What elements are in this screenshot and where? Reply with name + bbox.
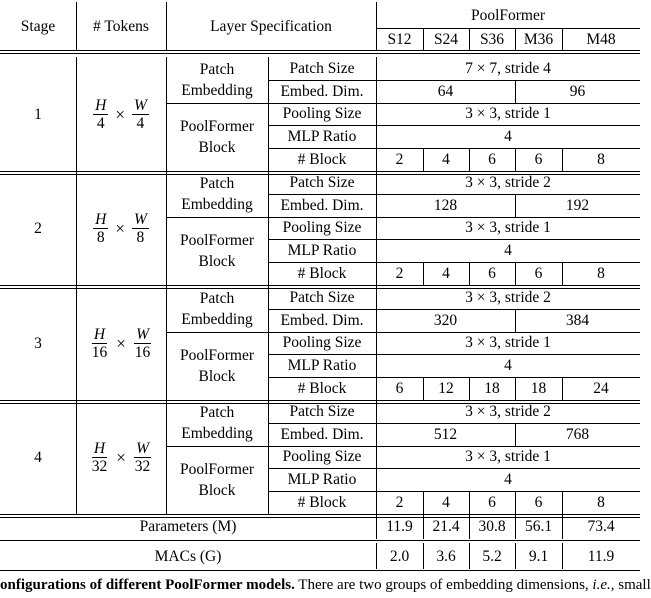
patch-label-line: Embedding [181, 81, 253, 99]
stage-tokens [76, 171, 166, 285]
header-stage: Stage [20, 17, 56, 35]
column-rule [469, 513, 470, 539]
block-split-rule [469, 377, 470, 400]
patch-size-label: Patch Size [289, 402, 355, 420]
embed-dim-medium: 96 [569, 82, 586, 100]
stage-number: 3 [34, 334, 42, 352]
embed-dim-label: Embed. Dim. [280, 425, 364, 443]
pooling-size-value: 3 × 3, stride 1 [465, 105, 551, 123]
token-fraction-h [90, 441, 110, 474]
footer-value: 3.6 [436, 547, 456, 565]
column-rule [76, 171, 77, 285]
pooling-size-value: 3 × 3, stride 1 [465, 334, 551, 352]
patch-size-label: Patch Size [289, 288, 355, 306]
token-fraction-w [133, 327, 153, 360]
footer-value: 30.8 [478, 517, 506, 535]
mlp-ratio-label: MLP Ratio [287, 128, 357, 146]
embed-dim-small: 128 [433, 196, 458, 214]
column-rule [562, 513, 563, 539]
patch-size-label: Patch Size [289, 59, 355, 77]
token-numerator: W [136, 439, 149, 457]
embed-dim-label: Embed. Dim. [280, 82, 364, 100]
num-block-value: 24 [593, 380, 609, 398]
block-split-rule [562, 262, 563, 285]
token-numerator: W [133, 210, 147, 228]
column-rule [76, 57, 77, 171]
token-fraction-w [133, 441, 153, 474]
header-group-rule [376, 28, 640, 29]
block-label-line: PoolFormer [179, 460, 255, 478]
block-split-rule [423, 377, 424, 400]
patch-size-label: Patch Size [289, 173, 355, 191]
caption-italic: i.e. [592, 577, 611, 593]
token-fraction-h [93, 98, 108, 131]
block-split-rule [423, 491, 424, 514]
embed-dim-small: 64 [437, 82, 454, 100]
footer-value: 56.1 [524, 517, 553, 535]
header-poolformer: PoolFormer [470, 6, 546, 24]
column-rule [166, 400, 167, 514]
inner-row-rule [268, 194, 640, 195]
block-label-line: Block [198, 367, 236, 385]
token-fraction-w [132, 212, 149, 245]
column-rule [166, 171, 167, 285]
stage-number: 4 [34, 448, 42, 466]
mlp-ratio-value: 4 [504, 471, 512, 489]
group-divider-rule [166, 217, 268, 218]
inner-row-rule [268, 446, 640, 447]
column-rule [268, 171, 269, 285]
column-rule [562, 543, 563, 569]
mlp-ratio-value: 4 [504, 128, 512, 146]
pooling-size-label: Pooling Size [282, 448, 362, 466]
column-rule [268, 400, 269, 514]
inner-row-rule [268, 377, 640, 378]
mlp-ratio-value: 4 [504, 357, 512, 375]
column-rule [166, 286, 167, 400]
block-label-line: Block [198, 481, 236, 499]
stage-number: 1 [34, 105, 42, 123]
token-denominator: 8 [96, 228, 105, 246]
pooling-size-label: Pooling Size [282, 105, 362, 123]
token-fraction-h [90, 327, 110, 360]
num-block-value: 18 [484, 380, 500, 398]
token-denominator: 4 [136, 114, 145, 132]
inner-row-rule [268, 309, 640, 310]
token-numerator: H [93, 439, 106, 457]
caption-tail: , small [610, 577, 651, 593]
patch-label-line: Patch [199, 403, 235, 421]
table-caption [0, 572, 651, 593]
token-fraction-w [132, 98, 149, 131]
header-model-3: M36 [523, 30, 554, 48]
times-symbol: × [116, 333, 126, 353]
header-bottom-rule [0, 50, 640, 51]
patch-label-line: Patch [199, 289, 235, 307]
inner-row-rule [268, 423, 640, 424]
footer-label: Parameters (M) [139, 517, 237, 535]
patch-size-value: 3 × 3, stride 2 [465, 288, 551, 306]
block-label-line: Block [198, 138, 236, 156]
mlp-ratio-label: MLP Ratio [287, 357, 357, 375]
num-block-value: 18 [530, 380, 547, 398]
mlp-ratio-value: 4 [504, 242, 512, 260]
footer-value: 11.9 [587, 547, 615, 565]
poolformer-block-label [166, 103, 268, 171]
column-rule [376, 2, 377, 50]
token-denominator: 8 [136, 228, 145, 246]
pooling-size-label: Pooling Size [282, 334, 362, 352]
column-rule [76, 400, 77, 514]
block-label-line: PoolFormer [179, 231, 255, 249]
patch-label-line: Patch [199, 60, 235, 78]
group-divider-rule [166, 332, 268, 333]
column-rule [562, 28, 563, 50]
header-model-2: S36 [479, 30, 505, 48]
patch-embedding-label [166, 400, 268, 446]
header-model-4: M48 [586, 30, 616, 48]
column-rule [515, 543, 516, 569]
embed-split-rule [515, 194, 516, 217]
header-model-0: S12 [387, 30, 412, 48]
column-rule [515, 28, 516, 50]
patch-label-line: Embedding [181, 424, 253, 442]
patch-label-line: Patch [199, 174, 235, 192]
column-rule [469, 28, 470, 50]
num-block-value: 6 [395, 380, 404, 398]
group-divider-rule [166, 446, 268, 447]
token-expression [93, 212, 149, 245]
inner-row-rule [268, 332, 640, 333]
num-block-label: # Block [297, 265, 347, 283]
patch-embedding-label [166, 57, 268, 103]
embed-dim-label: Embed. Dim. [280, 311, 364, 329]
block-split-rule [515, 148, 516, 171]
column-rule [376, 286, 377, 400]
num-block-value: 6 [488, 151, 496, 169]
footer-value: 2.0 [389, 547, 410, 565]
embed-split-rule [515, 309, 516, 332]
patch-label-line: Embedding [181, 310, 253, 328]
inner-row-rule [268, 262, 640, 263]
embed-dim-small: 320 [433, 311, 458, 329]
num-block-value: 6 [534, 151, 543, 169]
poolformer-block-label [166, 446, 268, 514]
patch-size-value: 7 × 7, stride 4 [465, 59, 551, 77]
poolformer-block-label [166, 217, 268, 285]
footer-value: 73.4 [587, 517, 615, 535]
num-block-value: 6 [488, 265, 496, 283]
column-rule [268, 57, 269, 171]
column-rule [166, 57, 167, 171]
stage-number: 2 [34, 219, 42, 237]
embed-split-rule [515, 80, 516, 103]
block-split-rule [515, 491, 516, 514]
block-label-line: PoolFormer [179, 346, 255, 364]
token-denominator: 16 [91, 343, 108, 361]
token-denominator: 32 [134, 457, 151, 475]
num-block-value: 6 [534, 494, 543, 512]
block-split-rule [515, 262, 516, 285]
caption-text: There are two groups of embedding dimensions, [294, 577, 593, 593]
inner-row-rule [268, 80, 640, 81]
embed-dim-label: Embed. Dim. [280, 196, 364, 214]
inner-row-rule [268, 491, 640, 492]
poolformer-block-label [166, 332, 268, 400]
block-split-rule [562, 148, 563, 171]
num-block-value: 8 [597, 494, 605, 512]
column-rule [76, 286, 77, 400]
inner-row-rule [268, 103, 640, 104]
inner-row-rule [268, 468, 640, 469]
footer-value: 11.9 [386, 517, 413, 535]
stage-tokens [76, 400, 166, 514]
patch-embedding-label [166, 286, 268, 332]
embed-dim-medium: 192 [565, 196, 590, 214]
stage-tokens [76, 57, 166, 171]
column-rule [268, 286, 269, 400]
block-split-rule [423, 148, 424, 171]
footer-value: 9.1 [528, 547, 549, 565]
token-numerator: H [95, 210, 107, 228]
block-label-line: Block [198, 252, 236, 270]
column-rule [166, 2, 167, 50]
num-block-value: 4 [442, 151, 450, 169]
token-expression [90, 441, 153, 474]
token-denominator: 4 [96, 114, 105, 132]
embed-dim-medium: 384 [565, 311, 590, 329]
header-bottom-rule-2 [0, 53, 640, 54]
patch-size-value: 3 × 3, stride 2 [465, 402, 551, 420]
num-block-value: 8 [597, 265, 605, 283]
group-divider-rule [166, 103, 268, 104]
pooling-size-value: 3 × 3, stride 1 [465, 219, 551, 237]
num-block-value: 2 [395, 494, 404, 512]
num-block-value: 2 [395, 265, 404, 283]
inner-row-rule [268, 239, 640, 240]
block-split-rule [469, 491, 470, 514]
token-expression [93, 98, 149, 131]
header-model-1: S24 [433, 30, 459, 48]
times-symbol: × [115, 218, 125, 238]
token-numerator: W [136, 325, 149, 343]
column-rule [515, 513, 516, 539]
header-layer-spec: Layer Specification [210, 17, 332, 35]
num-block-value: 8 [597, 151, 605, 169]
footer-label: MACs (G) [154, 547, 222, 565]
stage-tokens [76, 286, 166, 400]
inner-row-rule [268, 148, 640, 149]
header-tokens: # Tokens [93, 17, 149, 35]
inner-row-rule [268, 217, 640, 218]
patch-embedding-label [166, 171, 268, 217]
token-expression [90, 327, 153, 360]
token-numerator: H [95, 96, 107, 114]
table-bottom-rule [0, 570, 640, 571]
pooling-size-label: Pooling Size [282, 219, 362, 237]
footer-divider-rule [0, 540, 640, 541]
num-block-value: 6 [534, 265, 543, 283]
mlp-ratio-label: MLP Ratio [287, 242, 357, 260]
column-rule [423, 513, 424, 539]
block-split-rule [562, 491, 563, 514]
pooling-size-value: 3 × 3, stride 1 [465, 448, 551, 466]
block-split-rule [515, 377, 516, 400]
block-split-rule [423, 262, 424, 285]
token-numerator: H [93, 325, 106, 343]
column-rule [76, 2, 77, 50]
inner-row-rule [268, 125, 640, 126]
column-rule [376, 400, 377, 514]
num-block-value: 2 [395, 151, 404, 169]
num-block-label: # Block [297, 494, 347, 512]
times-symbol: × [116, 447, 126, 467]
embed-dim-small: 512 [433, 425, 458, 443]
num-block-value: 4 [442, 494, 450, 512]
column-rule [469, 543, 470, 569]
column-rule [376, 171, 377, 285]
num-block-value: 12 [438, 380, 454, 398]
block-split-rule [562, 377, 563, 400]
num-block-value: 6 [488, 494, 496, 512]
embed-dim-medium: 768 [565, 425, 590, 443]
block-split-rule [469, 148, 470, 171]
block-split-rule [469, 262, 470, 285]
caption-bold: onfigurations of different PoolFormer models. [0, 577, 295, 593]
column-rule [376, 57, 377, 171]
patch-label-line: Embedding [181, 195, 253, 213]
num-block-label: # Block [297, 380, 347, 398]
mlp-ratio-label: MLP Ratio [287, 471, 357, 489]
inner-row-rule [268, 354, 640, 355]
token-fraction-h [93, 212, 108, 245]
times-symbol: × [115, 104, 125, 124]
footer-value: 21.4 [432, 517, 460, 535]
column-rule [423, 543, 424, 569]
num-block-label: # Block [297, 151, 347, 169]
block-label-line: PoolFormer [179, 117, 255, 135]
patch-size-value: 3 × 3, stride 2 [465, 173, 551, 191]
token-denominator: 32 [91, 457, 108, 475]
num-block-value: 4 [442, 265, 450, 283]
token-denominator: 16 [134, 343, 151, 361]
footer-value: 5.2 [482, 547, 502, 565]
embed-split-rule [515, 423, 516, 446]
column-rule [423, 28, 424, 50]
token-numerator: W [133, 96, 147, 114]
